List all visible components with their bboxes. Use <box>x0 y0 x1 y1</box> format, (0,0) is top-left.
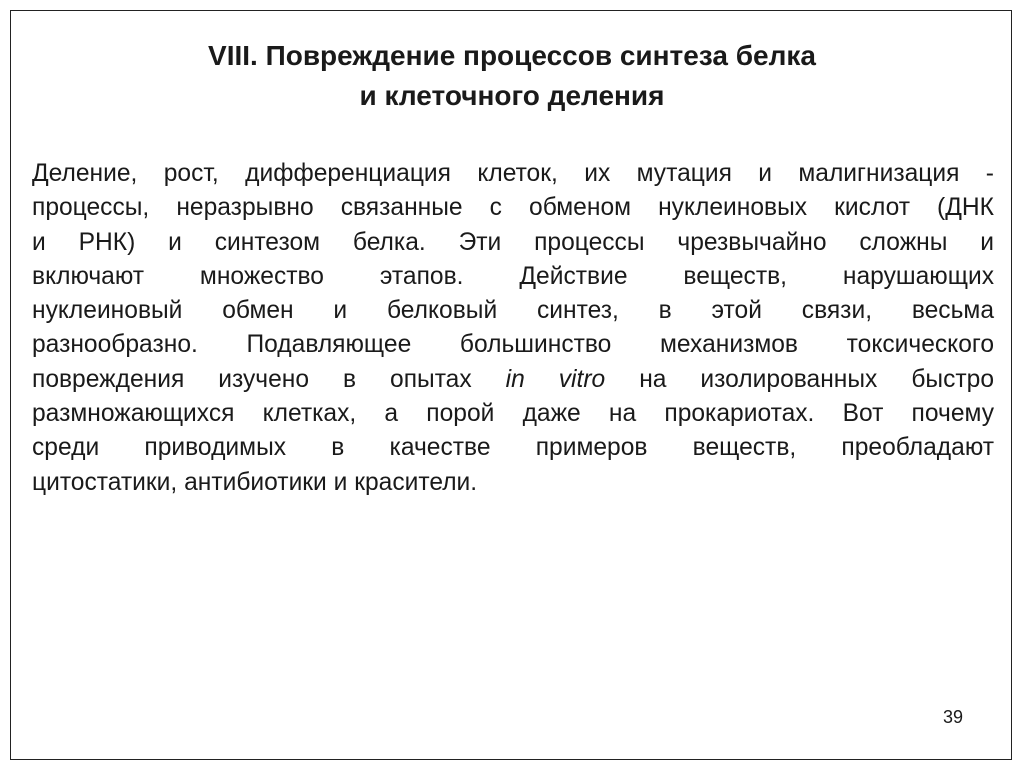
body-line-2: процессы, неразрывно связанные с обменом нуклеиновых кислот (ДНК <box>32 194 994 222</box>
body-line-6: разнообразно. Подавляющее большинство механизмов токсического <box>32 331 994 359</box>
body-paragraph <box>32 157 994 500</box>
title-line-1: VIII. Повреждение процессов синтеза белка <box>208 40 816 71</box>
body-line-9: среди приводимых в качестве примеров веществ, преобладают <box>32 434 994 462</box>
body-line-7 <box>32 363 994 397</box>
body-line-8: размножающихся клетках, а порой даже на прокариотах. Вот почему <box>32 400 994 428</box>
body-line-1: Деление, рост, дифференциация клеток, их мутация и малигнизация - <box>32 160 994 187</box>
body-line-10: цитостатики, антибиотики и красители. <box>32 468 478 496</box>
body-line-3: и РНК) и синтезом белка. Эти процессы чрезвычайно сложны и <box>32 228 994 256</box>
page-number: 39 <box>942 707 963 727</box>
in-vitro-italic: in vitro <box>505 365 606 393</box>
body-line-7-after: на изолированных быстро <box>605 365 994 393</box>
body-line-5: нуклеиновый обмен и белковый синтез, в этой связи, весьма <box>32 297 994 325</box>
slide-title <box>0 36 1024 116</box>
body-line-4: включают множество этапов. Действие веществ, нарушающих <box>32 262 994 290</box>
title-line-2: и клеточного деления <box>359 80 665 111</box>
body-line-7-before: повреждения изучено в опытах <box>32 365 506 393</box>
